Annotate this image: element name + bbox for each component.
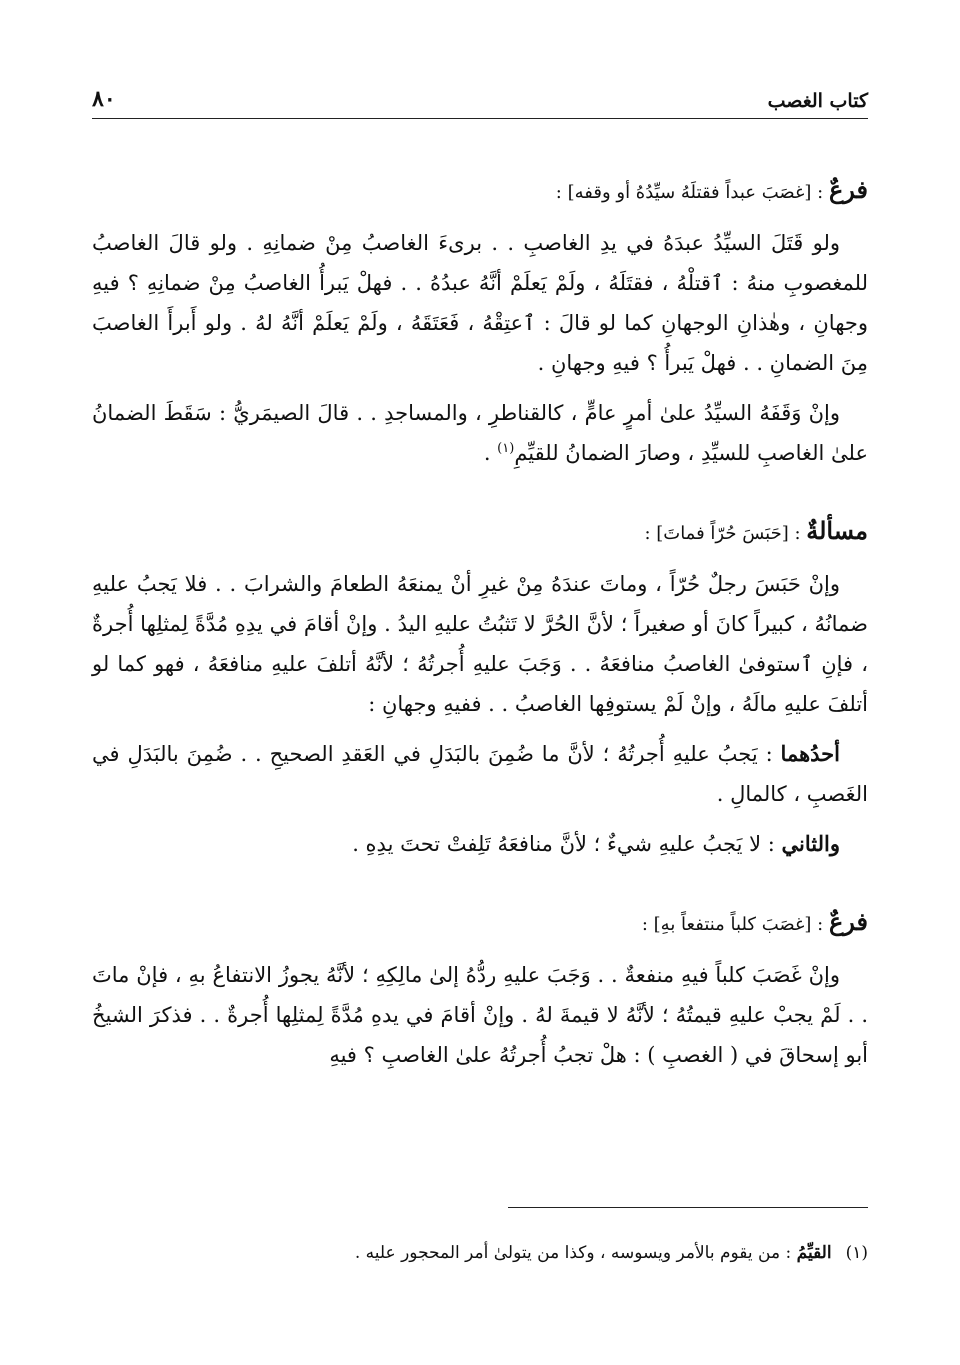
- opinion-lead: أحدُهما: [780, 741, 840, 766]
- section-title: : [غصَبَ عبداً فقتلَهُ سيِّدُهُ أو وقفه] :: [555, 182, 829, 203]
- running-title: كتاب الغصب: [767, 90, 868, 112]
- paragraph-text: وإنْ وَقَفَهُ السيِّدُ علىٰ أمرٍ عامٍّ ، كالقناطرِ ، والمساجدِ . . قالَ الصيمَريُّ : سَقَطَ الضمانُ علىٰ الغاصبِ للسيِّدِ ، وصارَ الضمانُ للقيِّمِ: [92, 401, 868, 465]
- section-label: مسألةٌ: [806, 516, 868, 545]
- opinion-paragraph: [92, 824, 868, 864]
- opinion-paragraph: [92, 734, 868, 814]
- main-text: [92, 170, 868, 1085]
- page-number: ٨٠: [92, 86, 116, 112]
- section-label: فرعٌ: [828, 175, 868, 204]
- page-header: [92, 86, 868, 119]
- section-heading: [92, 902, 868, 945]
- paragraph: [92, 393, 868, 473]
- opinion-text: : يَجبُ عليهِ أُجرتُهُ ؛ لأنَّ ما ضُمِنَ بالبَدَلِ في العَقدِ الصحيحِ . . ضُمِنَ بالبَدَلِ في الغَصبِ ، كالمالِ .: [92, 742, 868, 806]
- footnote-divider: [508, 1207, 868, 1208]
- book-page: [92, 0, 868, 1365]
- footnote-text: : من يقوم بالأمر ويسوسه ، وكذا من يتولىٰ أمر المحجور عليه .: [354, 1243, 797, 1263]
- section-heading: [92, 170, 868, 213]
- footnote: [92, 1240, 868, 1266]
- paragraph: ولو قَتَلَ السيِّدُ عبدَهُ في يدِ الغاصبِ . . برىءَ الغاصبُ مِنْ ضمانِهِ . ولو قالَ الغاصبُ للمغصوبِ منهُ : ٱقتلْهُ ، فقتَلَهُ ، ولَمْ يَعلَمْ أنَّهُ عبدُهُ . . فهلْ يَبرأُ الغاصبُ مِنْ ضمانِهِ ؟ فيهِ وجهانِ ، وهٰذانِ الوجهانِ كما لو قالَ : ٱعتِقْهُ ، فَعَتَقَهُ ، ولَمْ يَعلَمْ أنَّهُ لهُ . ولو أَبرأَ الغاصبَ مِنَ الضمانِ . . فهلْ يَبرأُ ؟ فيهِ وجهانِ .: [92, 231, 868, 375]
- paragraph-tail: .: [483, 441, 498, 465]
- section-title: : [غصَبَ كلباً منتفعاً بهِ] :: [641, 914, 829, 935]
- section-label: فرعٌ: [828, 907, 868, 936]
- opinion-text: : لا يَجبُ عليهِ شيءٌ ؛ لأنَّ منافعَهُ تَلِفتْ تحتَ يدِهِ .: [352, 832, 782, 856]
- footnote-number: (١): [845, 1243, 868, 1263]
- paragraph: وإنْ حَبَسَ رجلٌ حُرّاً ، وماتَ عندَهُ مِنْ غيرِ أنْ يمنعَهُ الطعامَ والشرابَ . . فلا يَجبُ عليهِ ضمانُهُ ، كبيراً كانَ أو صغيراً ؛ لأنَّ الحُرَّ لا تَثبُتُ عليهِ اليدُ . وإنْ أقامَ في يدِهِ مُدَّةً لِمثلِها أُجرةٌ ، فإنِ ٱستوفىٰ الغاصبُ منافعَهُ . . وَجَبَ عليهِ أُجرتُهُ ؛ لأنَّهُ أتلفَ عليهِ منافعَهُ ، فهو كما لو أتلفَ عليهِ مالَهُ ، وإنْ لَمْ يستوفِها الغاصبُ . . ففيهِ وجهانِ :: [92, 572, 868, 716]
- paragraph: وإنْ غَصَبَ كلباً فيهِ منفعةٌ . . وَجَبَ عليهِ ردُّهُ إلىٰ مالِكِهِ ؛ لأنَّهُ يجوزُ الانتفاعُ بهِ ، فإنْ ماتَ . . لَمْ يجبْ عليهِ قيمتُهُ ؛ لأنَّهُ لا قيمةَ لهُ . وإنْ أقامَ في يدهِ مُدَّةً لِمثلِها أُجرةٌ . . فذكرَ الشيخُ أبو إسحاقَ في ( الغصبِ ) : هلْ تجبُ أُجرتُهُ علىٰ الغاصبِ ؟ فيهِ: [92, 963, 868, 1067]
- footnote-term: القيِّمُ: [796, 1243, 832, 1263]
- opinion-lead: والثاني: [781, 831, 840, 856]
- footnote-ref[interactable]: (١): [497, 441, 515, 456]
- section-title: : [حَبَسَ حُرّاً فماتَ] :: [644, 523, 807, 544]
- section-heading: [92, 511, 868, 554]
